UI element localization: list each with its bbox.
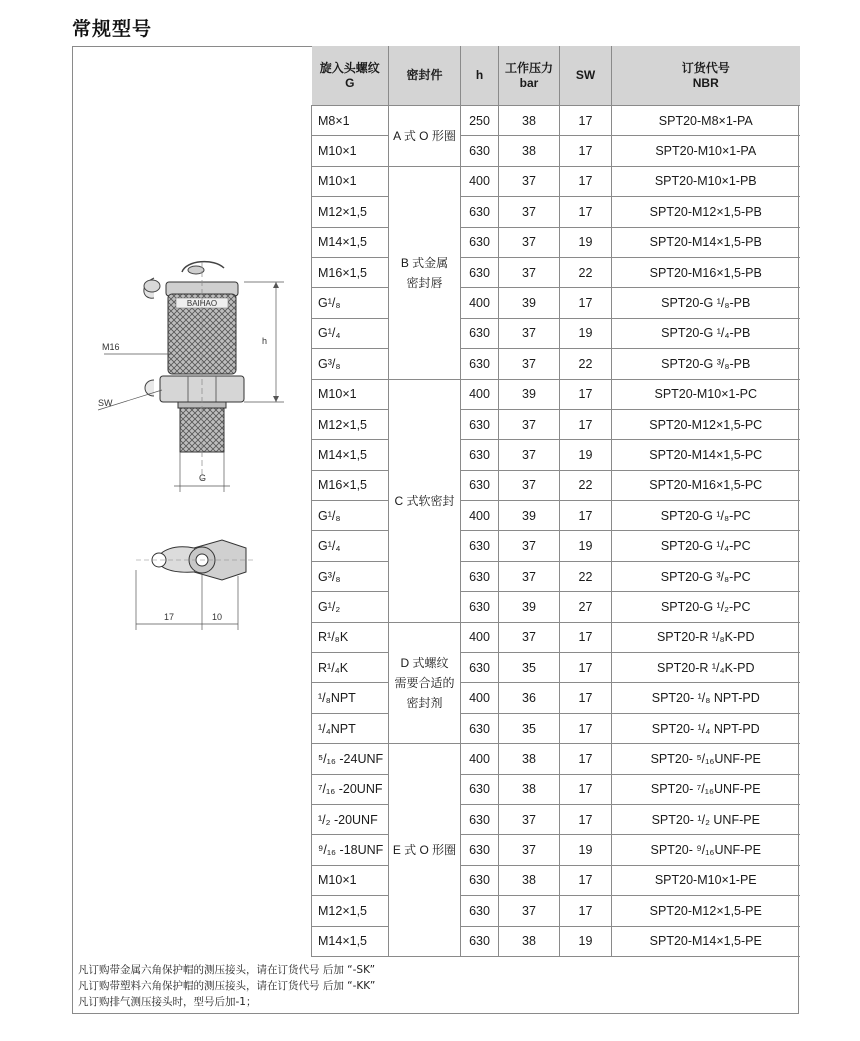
order-code-cell: SPT20-G ¹/₈-PB [612, 288, 800, 318]
h-cell: 630 [461, 713, 499, 743]
h-cell: 630 [461, 653, 499, 683]
order-code-cell: SPT20- ¹/₂ UNF-PE [612, 804, 800, 834]
table-row [312, 318, 800, 348]
pressure-cell: 37 [499, 531, 560, 561]
thread-cell: G¹/₈ [312, 288, 389, 318]
thread-cell: G¹/₂ [312, 592, 389, 622]
order-code-cell: SPT20-R ¹/₄K-PD [612, 653, 800, 683]
table-row [312, 166, 800, 196]
thread-cell: ¹/₈NPT [312, 683, 389, 713]
order-code-cell: SPT20-M10×1-PB [612, 166, 800, 196]
thread-cell: G¹/₈ [312, 501, 389, 531]
order-code-cell: SPT20-G ¹/₄-PB [612, 318, 800, 348]
table-header-row [312, 46, 800, 106]
h-cell: 250 [461, 106, 499, 136]
table-row [312, 622, 800, 652]
m16-label: M16 [102, 342, 120, 352]
top-view [136, 540, 256, 630]
table-row [312, 744, 800, 774]
table-row [312, 713, 800, 743]
order-code-cell: SPT20-M12×1,5-PB [612, 197, 800, 227]
pressure-cell: 37 [499, 166, 560, 196]
thread-cell: M12×1,5 [312, 896, 389, 926]
thread-cell: R¹/₄K [312, 653, 389, 683]
table-row [312, 926, 800, 956]
table-row [312, 440, 800, 470]
h-cell: 630 [461, 926, 499, 956]
table-row [312, 197, 800, 227]
sw-cell: 17 [560, 501, 612, 531]
thread-cell: G¹/₄ [312, 318, 389, 348]
thread-cell: M8×1 [312, 106, 389, 136]
pressure-cell: 35 [499, 653, 560, 683]
page-title: 常规型号 [72, 18, 153, 40]
pressure-cell: 38 [499, 926, 560, 956]
table-row [312, 896, 800, 926]
sw-cell: 19 [560, 835, 612, 865]
order-code-cell: SPT20-G ¹/₈-PC [612, 501, 800, 531]
pressure-cell: 37 [499, 470, 560, 500]
order-code-cell: SPT20- ⁹/₁₆UNF-PE [612, 835, 800, 865]
order-code-cell: SPT20-G ³/₈-PC [612, 561, 800, 591]
pressure-cell: 37 [499, 349, 560, 379]
order-code-cell: SPT20-M8×1-PA [612, 106, 800, 136]
order-code-cell: SPT20-M10×1-PC [612, 379, 800, 409]
pressure-cell: 38 [499, 774, 560, 804]
thread-cell: M16×1,5 [312, 257, 389, 287]
thread-cell: ⁹/₁₆ -18UNF [312, 835, 389, 865]
seal-cell: D 式螺纹 需要合适的 密封剂 [389, 622, 461, 744]
sw-cell: 17 [560, 106, 612, 136]
table-row [312, 409, 800, 439]
pressure-cell: 38 [499, 744, 560, 774]
table-row [312, 257, 800, 287]
pressure-cell: 37 [499, 804, 560, 834]
header-order-code: 订货代号 NBR [612, 46, 800, 106]
dim-17-label: 17 [164, 612, 175, 622]
h-cell: 400 [461, 501, 499, 531]
sw-cell: 17 [560, 136, 612, 166]
thread-cell: M14×1,5 [312, 227, 389, 257]
pressure-cell: 39 [499, 379, 560, 409]
pressure-cell: 39 [499, 501, 560, 531]
pressure-cell: 36 [499, 683, 560, 713]
pressure-cell: 37 [499, 318, 560, 348]
table-row [312, 227, 800, 257]
sw-cell: 17 [560, 804, 612, 834]
pressure-cell: 37 [499, 227, 560, 257]
order-code-cell: SPT20-M12×1,5-PE [612, 896, 800, 926]
h-cell: 400 [461, 166, 499, 196]
pressure-cell: 37 [499, 440, 560, 470]
sw-cell: 17 [560, 653, 612, 683]
table-row [312, 804, 800, 834]
thread-cell: M10×1 [312, 166, 389, 196]
h-cell: 630 [461, 896, 499, 926]
thread-cell: G³/₈ [312, 561, 389, 591]
sw-cell: 19 [560, 531, 612, 561]
thread-cell: R¹/₈K [312, 622, 389, 652]
table-row [312, 379, 800, 409]
sw-cell: 22 [560, 470, 612, 500]
sw-cell: 17 [560, 744, 612, 774]
brand-label: BAIHAO [186, 299, 218, 308]
h-cell: 400 [461, 288, 499, 318]
sw-cell: 22 [560, 257, 612, 287]
thread-cell: ¹/₄NPT [312, 713, 389, 743]
thread-cell: G¹/₄ [312, 531, 389, 561]
h-cell: 630 [461, 561, 499, 591]
h-cell: 630 [461, 531, 499, 561]
pressure-cell: 37 [499, 197, 560, 227]
sw-cell: 27 [560, 592, 612, 622]
pressure-cell: 37 [499, 622, 560, 652]
h-cell: 630 [461, 197, 499, 227]
thread-cell: ⁷/₁₆ -20UNF [312, 774, 389, 804]
pressure-cell: 37 [499, 561, 560, 591]
order-code-cell: SPT20- ⁷/₁₆UNF-PE [612, 774, 800, 804]
dim-10-label: 10 [212, 612, 223, 622]
side-view [98, 262, 284, 492]
h-cell: 400 [461, 683, 499, 713]
h-cell: 630 [461, 257, 499, 287]
h-cell: 630 [461, 318, 499, 348]
table-row [312, 774, 800, 804]
order-code-cell: SPT20- ¹/₄ NPT-PD [612, 713, 800, 743]
h-cell: 630 [461, 227, 499, 257]
thread-cell: M10×1 [312, 865, 389, 895]
table-row [312, 835, 800, 865]
order-code-cell: SPT20-M14×1,5-PE [612, 926, 800, 956]
note-line: 凡订购带塑料六角保护帽的测压接头，请在订货代号 后加 “-KK” [78, 980, 376, 992]
seal-cell: A 式 O 形圈 [389, 106, 461, 167]
pressure-cell: 37 [499, 257, 560, 287]
sw-cell: 17 [560, 865, 612, 895]
thread-cell: ¹/₂ -20UNF [312, 804, 389, 834]
h-cell: 400 [461, 622, 499, 652]
pressure-cell: 37 [499, 835, 560, 865]
sw-label: SW [98, 398, 113, 408]
order-code-cell: SPT20-G ¹/₄-PC [612, 531, 800, 561]
g-label: G [199, 473, 207, 483]
pressure-cell: 37 [499, 409, 560, 439]
thread-cell: M16×1,5 [312, 470, 389, 500]
h-cell: 400 [461, 744, 499, 774]
h-cell: 630 [461, 440, 499, 470]
order-code-cell: SPT20-M10×1-PA [612, 136, 800, 166]
header-h: h [461, 46, 499, 106]
header-seal: 密封件 [389, 46, 461, 106]
seal-cell: C 式软密封 [389, 379, 461, 622]
sw-cell: 17 [560, 409, 612, 439]
order-code-cell: SPT20-R ¹/₈K-PD [612, 622, 800, 652]
pressure-cell: 38 [499, 136, 560, 166]
header-thread: 旋入头螺纹 G [312, 46, 389, 106]
pressure-cell: 37 [499, 896, 560, 926]
order-code-cell: SPT20-M14×1,5-PC [612, 440, 800, 470]
thread-cell: M10×1 [312, 136, 389, 166]
h-cell: 630 [461, 470, 499, 500]
table-row [312, 470, 800, 500]
table-row [312, 531, 800, 561]
pressure-cell: 35 [499, 713, 560, 743]
h-cell: 400 [461, 379, 499, 409]
seal-cell: E 式 O 形圈 [389, 744, 461, 957]
sw-cell: 19 [560, 227, 612, 257]
table-row [312, 592, 800, 622]
order-code-cell: SPT20-M16×1,5-PB [612, 257, 800, 287]
h-cell: 630 [461, 865, 499, 895]
order-code-cell: SPT20-M14×1,5-PB [612, 227, 800, 257]
pressure-cell: 39 [499, 288, 560, 318]
thread-cell: M10×1 [312, 379, 389, 409]
sw-cell: 17 [560, 683, 612, 713]
sw-cell: 17 [560, 622, 612, 652]
thread-cell: M12×1,5 [312, 197, 389, 227]
sw-cell: 17 [560, 774, 612, 804]
sw-cell: 19 [560, 440, 612, 470]
h-cell: 630 [461, 349, 499, 379]
thread-cell: G³/₈ [312, 349, 389, 379]
thread-cell: M14×1,5 [312, 440, 389, 470]
table-row [312, 106, 800, 136]
order-notes [78, 962, 778, 1010]
table-row [312, 349, 800, 379]
thread-cell: M12×1,5 [312, 409, 389, 439]
pressure-cell: 38 [499, 865, 560, 895]
h-cell: 630 [461, 804, 499, 834]
sw-cell: 19 [560, 318, 612, 348]
order-code-cell: SPT20- ¹/₈ NPT-PD [612, 683, 800, 713]
order-code-cell: SPT20-M12×1,5-PC [612, 409, 800, 439]
technical-drawing [84, 230, 304, 650]
pressure-cell: 38 [499, 106, 560, 136]
order-code-cell: SPT20-M16×1,5-PC [612, 470, 800, 500]
table-row [312, 136, 800, 166]
sw-cell: 17 [560, 288, 612, 318]
order-code-cell: SPT20-M10×1-PE [612, 865, 800, 895]
sw-cell: 17 [560, 713, 612, 743]
h-cell: 630 [461, 136, 499, 166]
spec-table [311, 46, 800, 957]
order-code-cell: SPT20-G ³/₈-PB [612, 349, 800, 379]
thread-cell: M14×1,5 [312, 926, 389, 956]
table-row [312, 561, 800, 591]
dim-h-label: h [262, 336, 268, 346]
seal-cell: B 式金属 密封唇 [389, 166, 461, 379]
h-cell: 630 [461, 592, 499, 622]
sw-cell: 22 [560, 349, 612, 379]
h-cell: 630 [461, 835, 499, 865]
sw-cell: 22 [560, 561, 612, 591]
sw-cell: 19 [560, 926, 612, 956]
table-row [312, 288, 800, 318]
sw-cell: 17 [560, 197, 612, 227]
table-row [312, 501, 800, 531]
sw-cell: 17 [560, 896, 612, 926]
sw-cell: 17 [560, 379, 612, 409]
order-code-cell: SPT20-G ¹/₂-PC [612, 592, 800, 622]
header-sw: SW [560, 46, 612, 106]
pressure-cell: 39 [499, 592, 560, 622]
sw-cell: 17 [560, 166, 612, 196]
table-row [312, 865, 800, 895]
table-row [312, 653, 800, 683]
h-cell: 630 [461, 409, 499, 439]
thread-cell: ⁵/₁₆ -24UNF [312, 744, 389, 774]
header-pressure: 工作压力 bar [499, 46, 560, 106]
table-row [312, 683, 800, 713]
order-code-cell: SPT20- ⁵/₁₆UNF-PE [612, 744, 800, 774]
note-line: 凡订购排气测压接头时，型号后加-1； [78, 996, 257, 1008]
note-line: 凡订购带金属六角保护帽的测压接头，请在订货代号 后加 “-SK” [78, 964, 376, 976]
h-cell: 630 [461, 774, 499, 804]
